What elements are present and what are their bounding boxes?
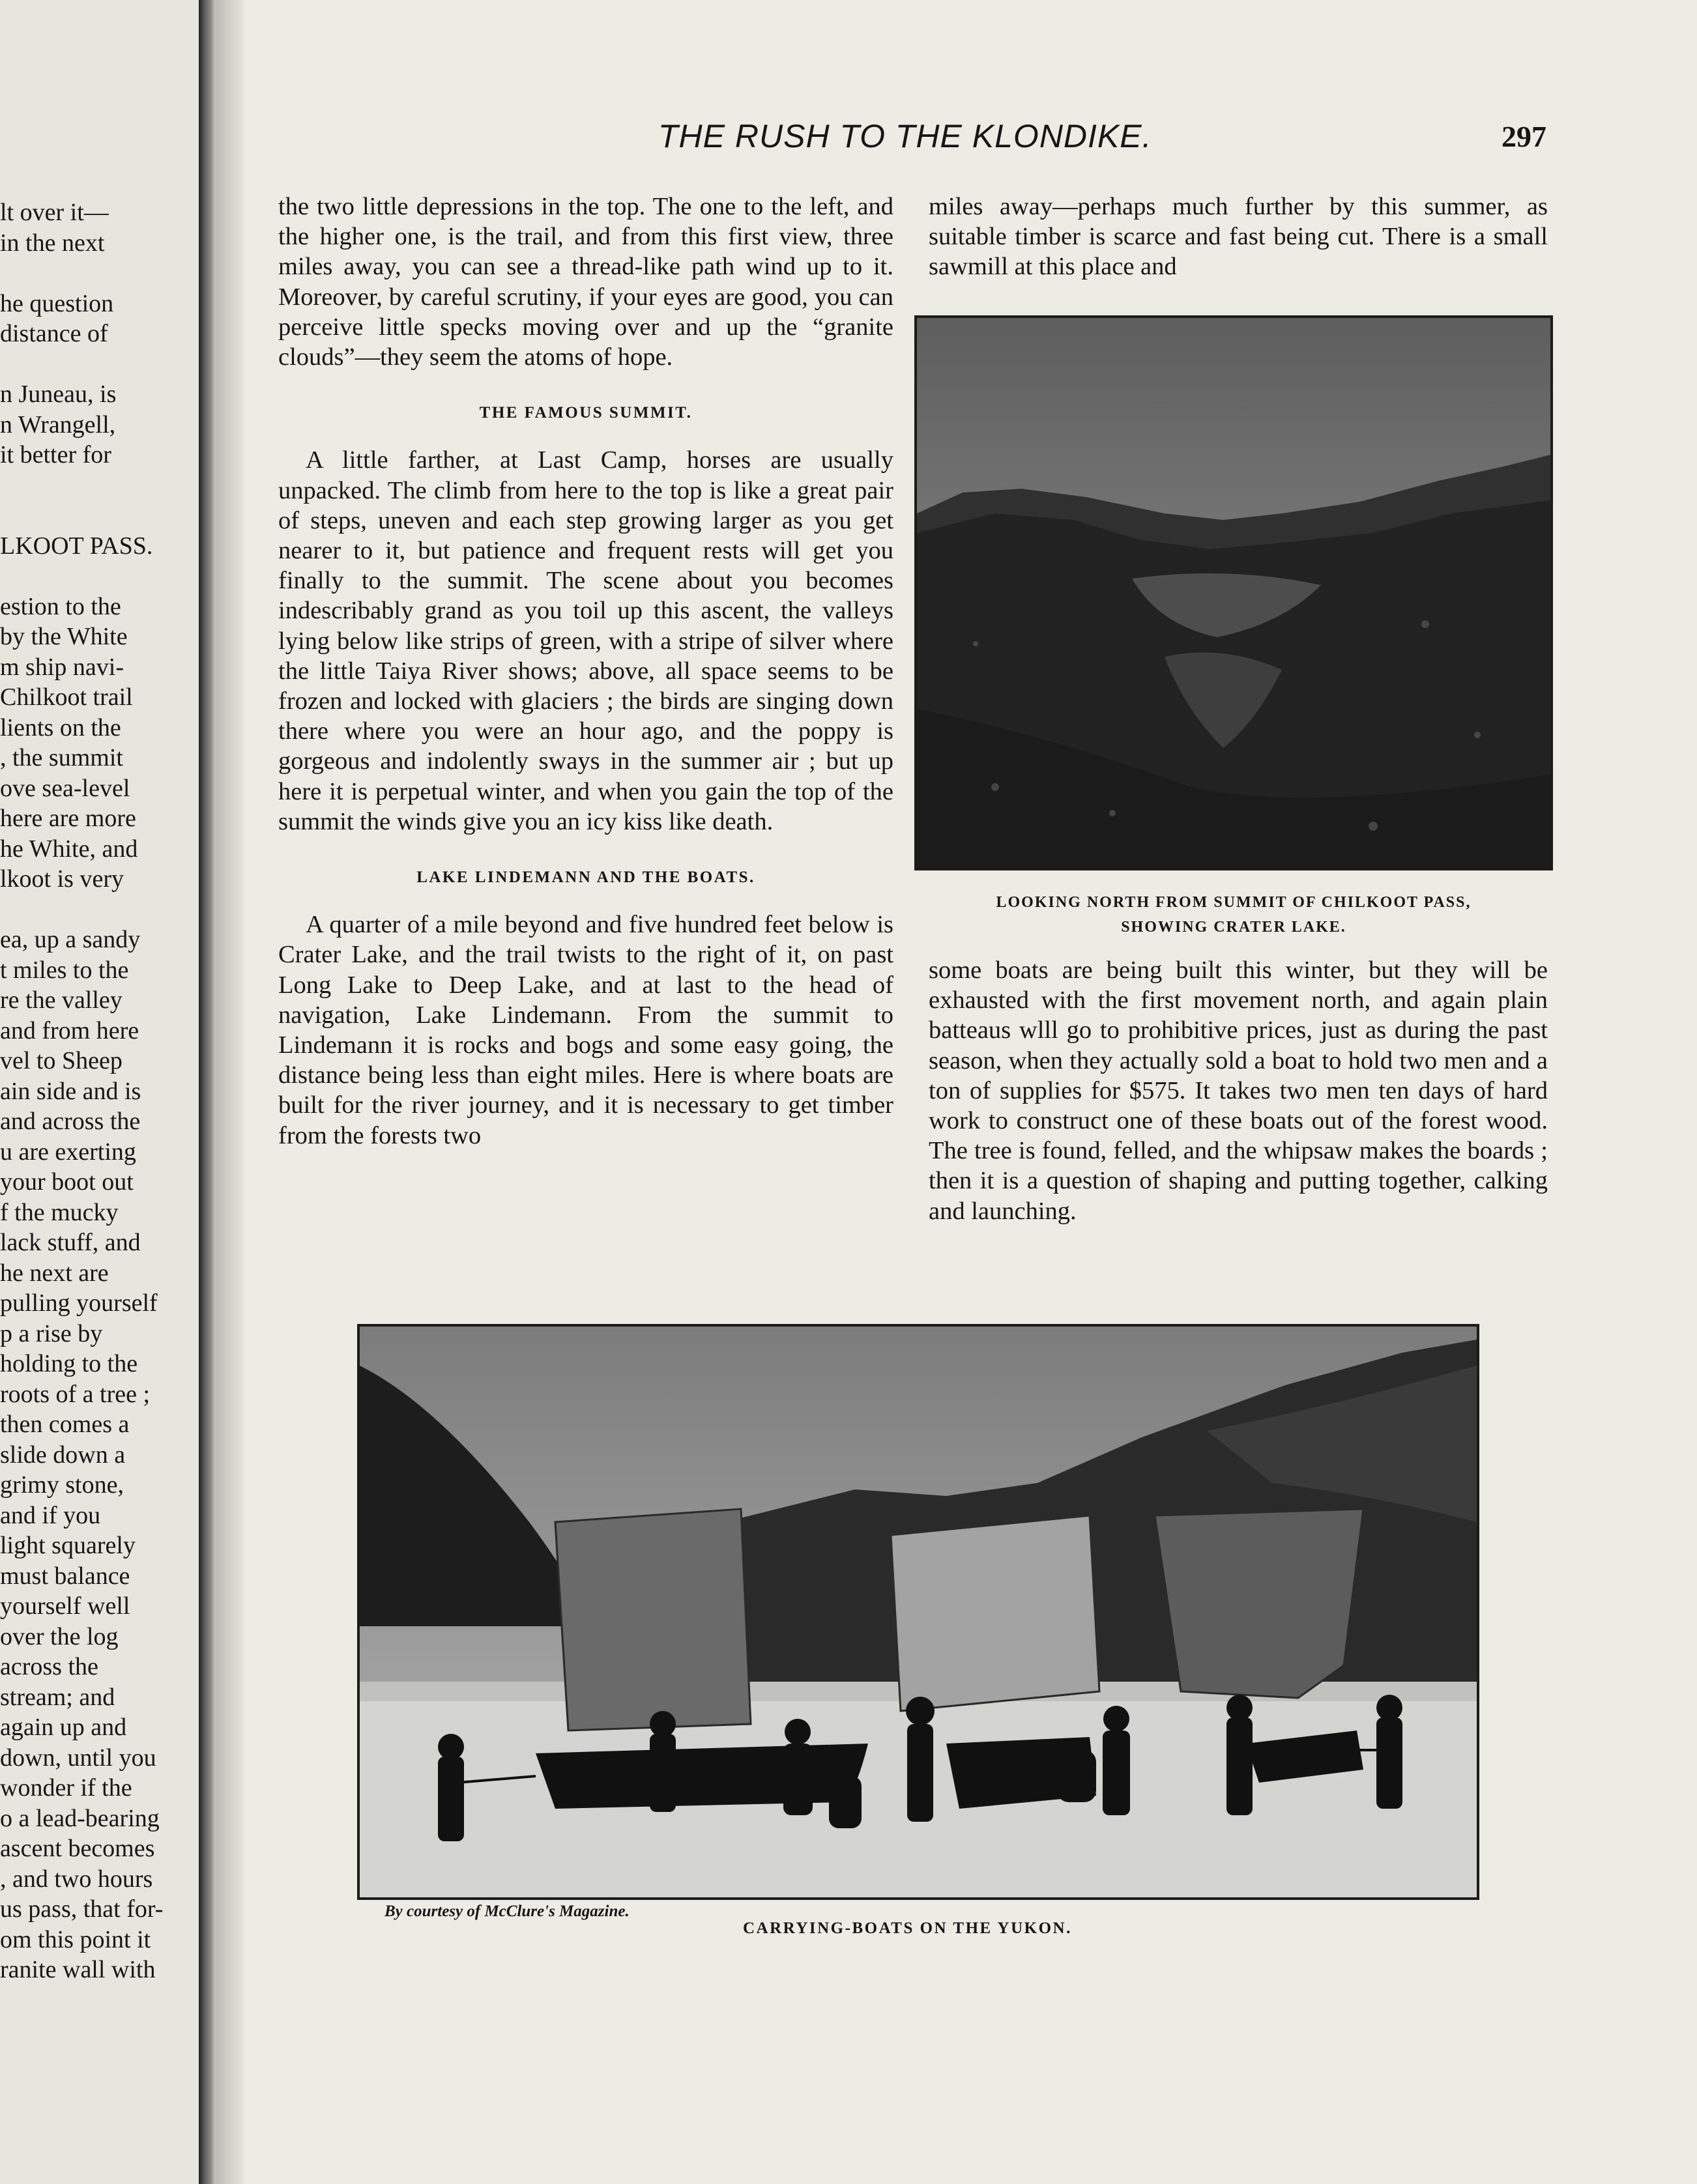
facing-page-line <box>0 349 199 380</box>
facing-page-line: lkoot is very <box>0 865 124 893</box>
facing-page-line: stream; and <box>0 1683 115 1711</box>
facing-page-line: ranite wall with <box>0 1956 156 1983</box>
paragraph: the two little depressions in the top. The one to the left, and the higher one, is the trail, and from this first view, three miles away, you can see a thread-like path wind up to it. Moreover, by careful scrutiny, if your eyes are good, you can perceive little specks moving over and up the “granite clouds”—they seem the atoms of hope. <box>278 193 893 371</box>
facing-page-line: m ship navi- <box>0 653 124 681</box>
facing-page-line: re the valley <box>0 986 123 1014</box>
facing-page-line: light squarely <box>0 1532 136 1559</box>
facing-page-line: and across the <box>0 1108 141 1135</box>
facing-page-line: Chilkoot trail <box>0 683 133 711</box>
photo-credit: By courtesy of McClure's Magazine. <box>384 1903 630 1920</box>
section-heading: LAKE LINDEMANN AND THE BOATS. <box>416 869 755 887</box>
facing-page-line: f the mucky <box>0 1198 119 1226</box>
page-number: 297 <box>1501 120 1546 153</box>
facing-page-line: down, until you <box>0 1744 156 1772</box>
facing-page-line: here are more <box>0 805 136 832</box>
book-gutter-shadow <box>216 0 244 2184</box>
photo-crater-lake <box>914 315 1553 870</box>
facing-page-line: pulling yourself <box>0 1289 158 1317</box>
facing-page-line: ove sea-level <box>0 774 130 802</box>
facing-page-line: it better for <box>0 441 111 468</box>
caption-line: SHOWING CRATER LAKE. <box>1121 919 1346 936</box>
paragraph: A quarter of a mile beyond and five hundred feet below is Crater Lake, and the trail twists to the right of it, on past Long Lake to Deep Lake, and at last to the head of navigation, Lake Lindemann. From the summit to Lindemann it is rocks and bogs and some easy going, the distance being less than eight miles. Here is where boats are built for the river journey, and it is necessary to get timber from the forests two <box>278 911 893 1149</box>
text-column-2 <box>929 192 1548 282</box>
running-title: THE RUSH TO THE KLONDIKE. <box>658 118 1152 154</box>
facing-page-line: slide down a <box>0 1441 126 1469</box>
facing-page-line: must balance <box>0 1562 130 1590</box>
facing-page-line: LKOOT PASS. <box>0 532 153 560</box>
facing-page-line: then comes a <box>0 1411 130 1438</box>
facing-page-line: and from here <box>0 1016 139 1044</box>
facing-page-text <box>0 197 199 1985</box>
facing-page-line: om this point it <box>0 1925 151 1953</box>
facing-page-line: ascent becomes <box>0 1835 155 1862</box>
facing-page-line: and if you <box>0 1501 101 1529</box>
facing-page-line: he White, and <box>0 835 138 863</box>
facing-page-line: in the next <box>0 229 105 257</box>
facing-page-line: he next are <box>0 1259 109 1287</box>
facing-page-line: us pass, that for- <box>0 1895 164 1923</box>
facing-page-line: n Wrangell, <box>0 410 116 438</box>
facing-page-line: across the <box>0 1653 98 1680</box>
text-column-1 <box>278 192 893 1151</box>
facing-page <box>0 0 199 2184</box>
facing-page-line: he question <box>0 289 114 317</box>
facing-page-line: lack stuff, and <box>0 1229 141 1256</box>
facing-page-line: grimy stone, <box>0 1471 124 1499</box>
facing-page-line: , the summit <box>0 744 123 771</box>
facing-page-line: vel to Sheep <box>0 1047 123 1074</box>
facing-page-line: estion to the <box>0 592 121 620</box>
paragraph: some boats are being built this winter, but they will be exhausted with the first movement north, and again plain batteaus wlll go to prohibitive prices, just as during the past season, when they actually sold a boat to hold two men and a ton of supplies for $575. It takes two men ten days of hard work to construct one of these boats out of the forest wood. The tree is found, felled, and the whipsaw makes the boards ; then it is a question of shaping and putting together, calking and launching. <box>929 956 1548 1225</box>
facing-page-line <box>0 500 199 531</box>
book-gutter <box>199 0 216 2184</box>
facing-page-line: u are exerting <box>0 1138 136 1166</box>
caption-line: LOOKING NORTH FROM SUMMIT OF CHILKOOT PASS, <box>996 894 1472 911</box>
facing-page-line: , and two hours <box>0 1865 153 1893</box>
facing-page-line: by the White <box>0 623 128 650</box>
facing-page-line <box>0 895 199 925</box>
figure-caption: CARRYING-BOATS ON THE YUKON. <box>743 1919 1072 1937</box>
facing-page-line: ea, up a sandy <box>0 926 141 953</box>
facing-page-line: lients on the <box>0 713 121 741</box>
paragraph: A little farther, at Last Camp, horses are usually unpacked. The climb from here to the top is like a great pair of steps, uneven and each step growing larger as you get nearer to it, but patience and frequent rests will get you finally to the summit. The scene about you becomes indescribably grand as you toil up this ascent, the valleys lying below like strips of green, with a stripe of silver where the little Taiya River shows; above, all space seems to be frozen and locked with glaciers ; the birds are singing down there where you were an hour ago, and the poppy is gorgeous and indolently sways in the summer air ; but up here it is perpetual winter, and when you gain the top of the summit the winds give you an icy kiss like death. <box>278 446 893 835</box>
facing-page-line: distance of <box>0 320 108 347</box>
figure-caption <box>914 890 1553 940</box>
facing-page-line: your boot out <box>0 1168 134 1196</box>
facing-page-line <box>0 470 199 501</box>
facing-page-line: wonder if the <box>0 1774 132 1802</box>
facing-page-line: again up and <box>0 1714 127 1741</box>
section-heading: THE FAMOUS SUMMIT. <box>479 404 693 422</box>
text-column-2-continued <box>929 955 1548 1226</box>
facing-page-line: lt over it— <box>0 199 109 226</box>
facing-page-line: n Juneau, is <box>0 381 117 408</box>
facing-page-line: holding to the <box>0 1350 138 1377</box>
facing-page-line: t miles to the <box>0 956 129 984</box>
facing-page-line: roots of a tree ; <box>0 1380 151 1408</box>
facing-page-line: o a lead-bearing <box>0 1804 160 1832</box>
facing-page-line <box>0 258 199 289</box>
facing-page-line <box>0 561 199 592</box>
facing-page-line: p a rise by <box>0 1319 103 1347</box>
paragraph: miles away—perhaps much further by this summer, as suitable timber is scarce and fast being cut. There is a small sawmill at this place and <box>929 193 1548 281</box>
facing-page-line: over the log <box>0 1622 119 1650</box>
facing-page-line: ain side and is <box>0 1077 141 1105</box>
photo-carrying-boats <box>357 1324 1479 1900</box>
facing-page-line: yourself well <box>0 1592 130 1620</box>
